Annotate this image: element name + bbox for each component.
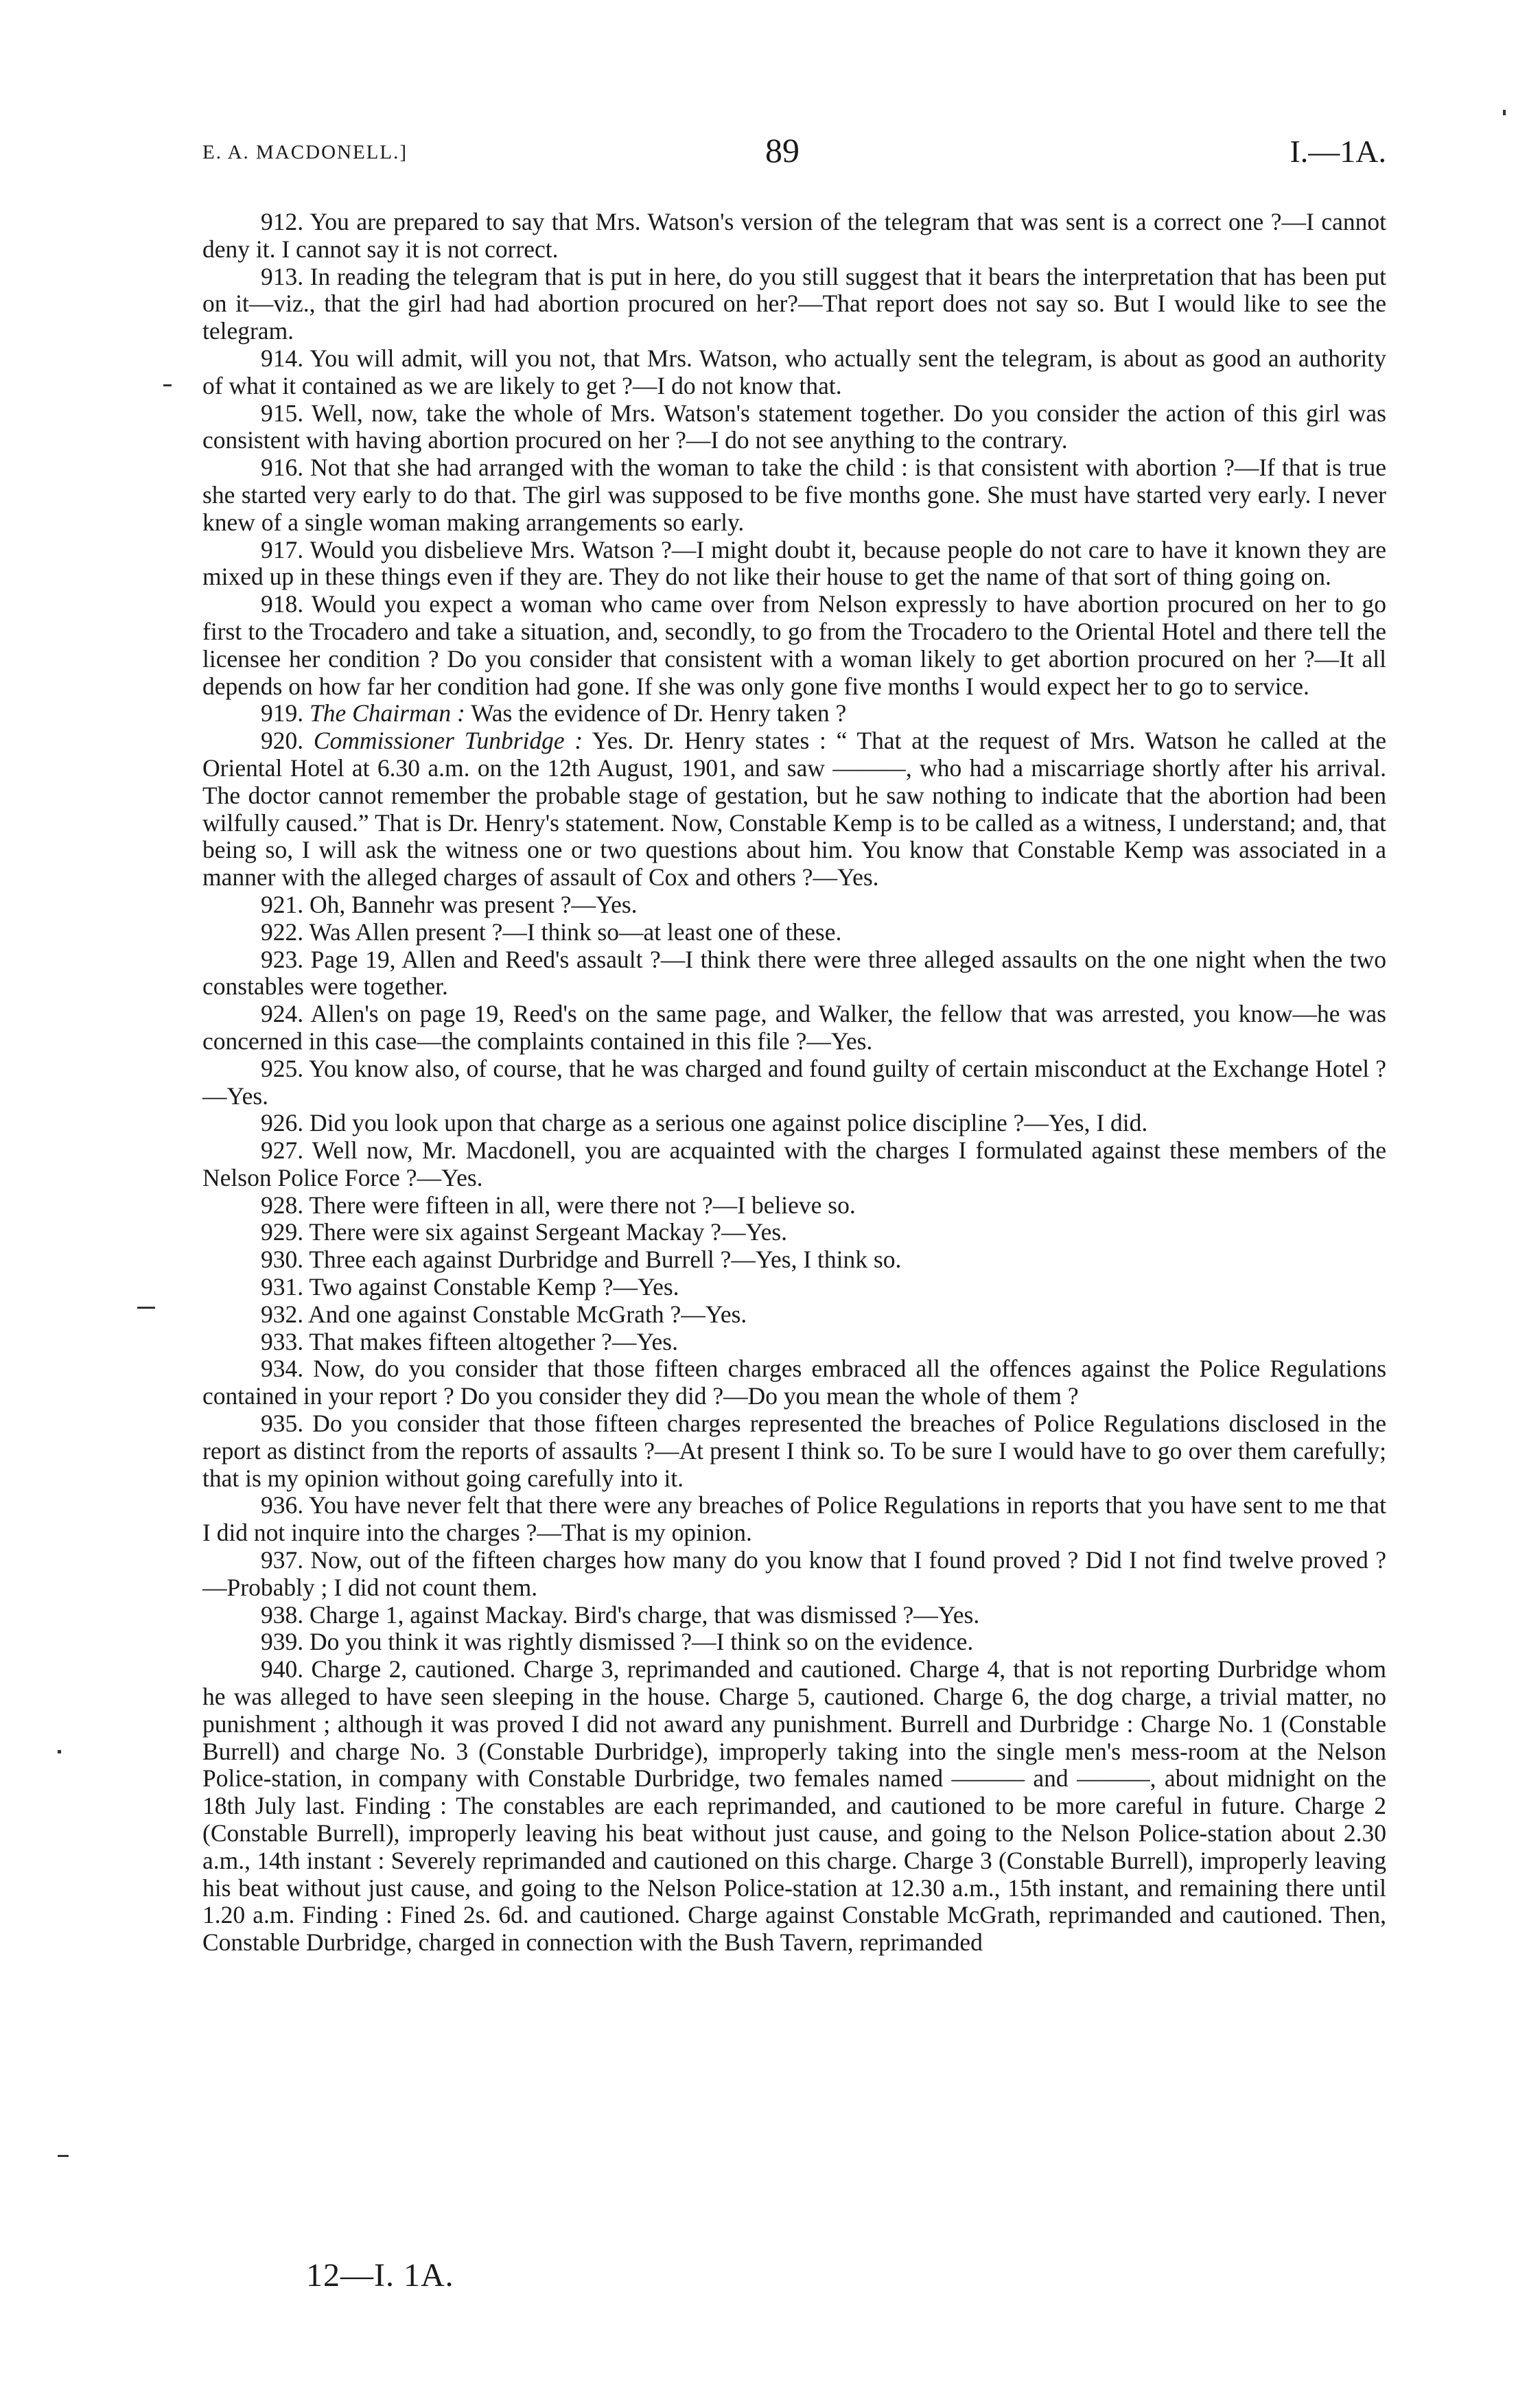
testimony-paragraph	[202, 591, 1386, 700]
testimony-paragraph	[202, 1629, 1386, 1656]
question-answer-text: Do you think it was rightly dismissed ?—I think so on the evidence.	[310, 1628, 974, 1656]
paper-reference: I.—1A.	[1290, 134, 1386, 169]
question-answer-text: Page 19, Allen and Reed's assault ?—I think there were three alleged assaults on the one night when the two constables were together.	[202, 945, 1387, 1001]
question-number: 940.	[261, 1655, 304, 1683]
testimony-paragraph	[202, 1137, 1386, 1192]
question-number: 912.	[261, 208, 304, 235]
question-answer-text: That makes fifteen altogether ?—Yes.	[309, 1327, 678, 1355]
testimony-body	[202, 209, 1386, 1957]
question-number: 921.	[261, 890, 304, 918]
question-answer-text: You know also, of course, that he was charged and found guilty of certain misconduct at the Exchange Hotel ?—Yes.	[202, 1054, 1386, 1110]
question-number: 931.	[261, 1273, 304, 1301]
question-answer-text: Charge 2, cautioned. Charge 3, reprimanded and cautioned. Charge 4, that is not reporting Durbridge whom he was alleged to have seen sleeping in the house. Charge 5, cautioned. Charge 6, the dog charge, a trivial matter, no punishment ; although it was proved I did not award any punishment. Burrell and Durbridge : Charge No. 1 (Constable Burrell) and charge No. 3 (Constable Durbridge), improperly taking into the single men's mess-room at the Nelson Police-station, in company with Constable Durbridge, two females named ——— and ———, about midnight on the 18th July last. Finding : The constables are each reprimanded, and cautioned to be more careful in future. Charge 2 (Constable Burrell), improperly leaving his beat without just cause, and going to the Nelson Police-station about 2.30 a.m., 14th instant : Severely reprimanded and cautioned on this charge. Charge 3 (Constable Burrell), improperly leaving his beat without just cause, and going to the Nelson Police-station at 12.30 a.m., 15th instant, and remaining there until 1.20 a.m. Finding : Fined 2s. 6d. and cautioned. Charge against Constable McGrath, reprimanded and cautioned. Then, Constable Durbridge, charged in connection with the Bush Tavern, reprimanded	[202, 1655, 1386, 1957]
question-answer-text: You will admit, will you not, that Mrs. Watson, who actually sent the telegram, is about as good an authority of what it contained as we are likely to get ?—I do not know that.	[202, 344, 1386, 399]
question-answer-text: Two against Constable Kemp ?—Yes.	[309, 1273, 679, 1301]
question-answer-text: Was the evidence of Dr. Henry taken ?	[471, 699, 847, 727]
testimony-paragraph	[202, 345, 1386, 400]
question-answer-text: Charge 1, against Mackay. Bird's charge, that was dismissed ?—Yes.	[310, 1600, 980, 1629]
question-number: 936.	[261, 1491, 304, 1519]
question-number: 914.	[261, 344, 304, 372]
question-answer-text: Oh, Bannehr was present ?—Yes.	[310, 890, 638, 918]
testimony-paragraph	[202, 919, 1386, 946]
testimony-paragraph	[202, 1055, 1386, 1110]
question-answer-text: Would you expect a woman who came over from Nelson expressly to have abortion procured on her to go first to the Trocadero and take a situation, and, secondly, to go from the Trocadero to the Oriental Hotel and there tell the licensee her condition ? Do you consider that consistent with a woman likely to get abortion procured on her ?—It all depends on how far her condition had gone. If she was only gone five months I would expect her to go to service.	[202, 590, 1387, 700]
question-number: 934.	[261, 1355, 304, 1383]
testimony-paragraph	[202, 1301, 1386, 1329]
question-answer-text: There were six against Sergeant Mackay ?—Yes.	[309, 1218, 788, 1246]
margin-mark	[163, 384, 172, 386]
testimony-paragraph	[202, 727, 1386, 891]
testimony-paragraph	[202, 1547, 1386, 1602]
testimony-paragraph	[202, 1001, 1386, 1055]
question-number: 916.	[261, 454, 304, 482]
margin-mark	[137, 1307, 155, 1309]
sheet-signature: 12—I. 1A.	[306, 2257, 454, 2294]
testimony-paragraph	[202, 454, 1386, 536]
margin-mark	[1503, 110, 1506, 115]
page-header	[202, 131, 1386, 177]
question-answer-text: Do you consider that those fifteen charges represented the breaches of Police Regulations disclosed in the report as distinct from the reports of assaults ?—At present I think so. To be sure I would have to go over them carefully; that is my opinion without going carefully into it.	[202, 1410, 1387, 1492]
question-number: 920.	[261, 727, 304, 755]
speaker-label: Commissioner Tunbridge :	[313, 727, 583, 755]
question-number: 915.	[261, 399, 304, 427]
testimony-paragraph	[202, 1110, 1386, 1137]
testimony-paragraph	[202, 209, 1386, 264]
question-number: 930.	[261, 1246, 304, 1274]
question-number: 933.	[261, 1327, 304, 1355]
question-answer-text: Now, do you consider that those fifteen charges embraced all the offences against the Police Regulations contained in your report ? Do you consider they did ?—Do you mean the whole of them ?	[202, 1355, 1387, 1410]
question-number: 927.	[261, 1136, 304, 1165]
question-answer-text: There were fifteen in all, were there not ?—I believe so.	[309, 1191, 856, 1219]
testimony-paragraph	[202, 1219, 1386, 1246]
question-answer-text: Would you disbelieve Mrs. Watson ?—I might doubt it, because people do not care to have it known they are mixed up in these things even if they are. They do not like their house to get the name of that sort of thing going on.	[202, 535, 1387, 591]
testimony-paragraph	[202, 1246, 1386, 1274]
question-number: 917.	[261, 535, 304, 563]
testimony-paragraph	[202, 891, 1386, 919]
question-answer-text: And one against Constable McGrath ?—Yes.	[308, 1300, 747, 1328]
question-answer-text: Well, now, take the whole of Mrs. Watson's statement together. Do you consider the action of this girl was consistent with having abortion procured on her ?—I do not see anything to the contrary.	[202, 399, 1386, 454]
margin-mark	[58, 2155, 69, 2157]
question-number: 925.	[261, 1054, 304, 1082]
question-answer-text: You are prepared to say that Mrs. Watson's version of the telegram that was sent is a correct one ?—I cannot deny it. I cannot say it is not correct.	[202, 208, 1386, 263]
testimony-paragraph	[202, 1656, 1386, 1957]
testimony-paragraph	[202, 1602, 1386, 1629]
question-number: 939.	[261, 1628, 304, 1656]
question-answer-text: Did you look upon that charge as a serious one against police discipline ?—Yes, I did.	[310, 1109, 1148, 1137]
testimony-paragraph	[202, 1492, 1386, 1547]
question-number: 926.	[261, 1109, 304, 1137]
question-number: 938.	[261, 1600, 304, 1629]
question-number: 923.	[261, 945, 304, 973]
page-number: 89	[765, 131, 800, 170]
question-answer-text: Well now, Mr. Macdonell, you are acquainted with the charges I formulated against these members of the Nelson Police Force ?—Yes.	[202, 1136, 1386, 1191]
testimony-paragraph	[202, 264, 1386, 345]
question-answer-text: You have never felt that there were any breaches of Police Regulations in reports that you have sent to me that I did not inquire into the charges ?—That is my opinion.	[202, 1491, 1387, 1547]
testimony-paragraph	[202, 400, 1386, 455]
question-answer-text: In reading the telegram that is put in here, do you still suggest that it bears the interpretation that has been put on it—viz., that the girl had had abortion procured on her?—That report does not say so. But I would like to see the telegram.	[202, 262, 1387, 345]
testimony-paragraph	[202, 1329, 1386, 1356]
question-number: 913.	[261, 262, 304, 290]
question-number: 924.	[261, 1000, 304, 1028]
testimony-paragraph	[202, 1355, 1386, 1410]
speaker-label: The Chairman :	[310, 699, 465, 727]
question-number: 937.	[261, 1546, 304, 1574]
question-answer-text: Was Allen present ?—I think so—at least one of these.	[309, 918, 842, 946]
testimony-paragraph	[202, 946, 1386, 1001]
question-number: 918.	[261, 590, 304, 618]
question-answer-text: Now, out of the fifteen charges how many do you know that I found proved ? Did I not find twelve proved ?—Probably ; I did not count them.	[202, 1546, 1386, 1601]
question-answer-text: Allen's on page 19, Reed's on the same page, and Walker, the fellow that was arrested, you know—he was concerned in this case—the complaints contained in this file ?—Yes.	[202, 1000, 1386, 1055]
question-number: 932.	[261, 1300, 304, 1328]
question-number: 935.	[261, 1410, 304, 1438]
question-number: 922.	[261, 918, 304, 946]
testimony-paragraph	[202, 700, 1386, 727]
margin-mark	[58, 1750, 61, 1753]
witness-name-header: E. A. MACDONELL.]	[202, 141, 408, 163]
question-answer-text: Three each against Durbridge and Burrell ?—Yes, I think so.	[309, 1246, 902, 1274]
testimony-paragraph	[202, 1192, 1386, 1220]
question-answer-text: Yes. Dr. Henry states : “ That at the request of Mrs. Watson he called at the Oriental Hotel at 6.30 a.m. on the 12th August, 1901, and saw ———, who had a miscarriage shortly after his arrival. The doctor cannot remember the probable stage of gestation, but he saw nothing to indicate that the abortion had been wilfully caused.” That is Dr. Henry's statement. Now, Constable Kemp is to be called as a witness, I understand; and, that being so, I will ask the witness one or two questions about him. You know that Constable Kemp was associated in a manner with the alleged charges of assault of Cox and others ?—Yes.	[202, 727, 1387, 891]
question-number: 919.	[261, 699, 304, 727]
testimony-paragraph	[202, 537, 1386, 592]
question-answer-text: Not that she had arranged with the woman to take the child : is that consistent with abortion ?—If that is true she started very early to do that. The girl was supposed to be five months gone. She must have started very early. I never knew of a single woman making arrangements so early.	[202, 454, 1387, 536]
testimony-paragraph	[202, 1410, 1386, 1492]
testimony-paragraph	[202, 1274, 1386, 1301]
question-number: 928.	[261, 1191, 304, 1219]
question-number: 929.	[261, 1218, 304, 1246]
